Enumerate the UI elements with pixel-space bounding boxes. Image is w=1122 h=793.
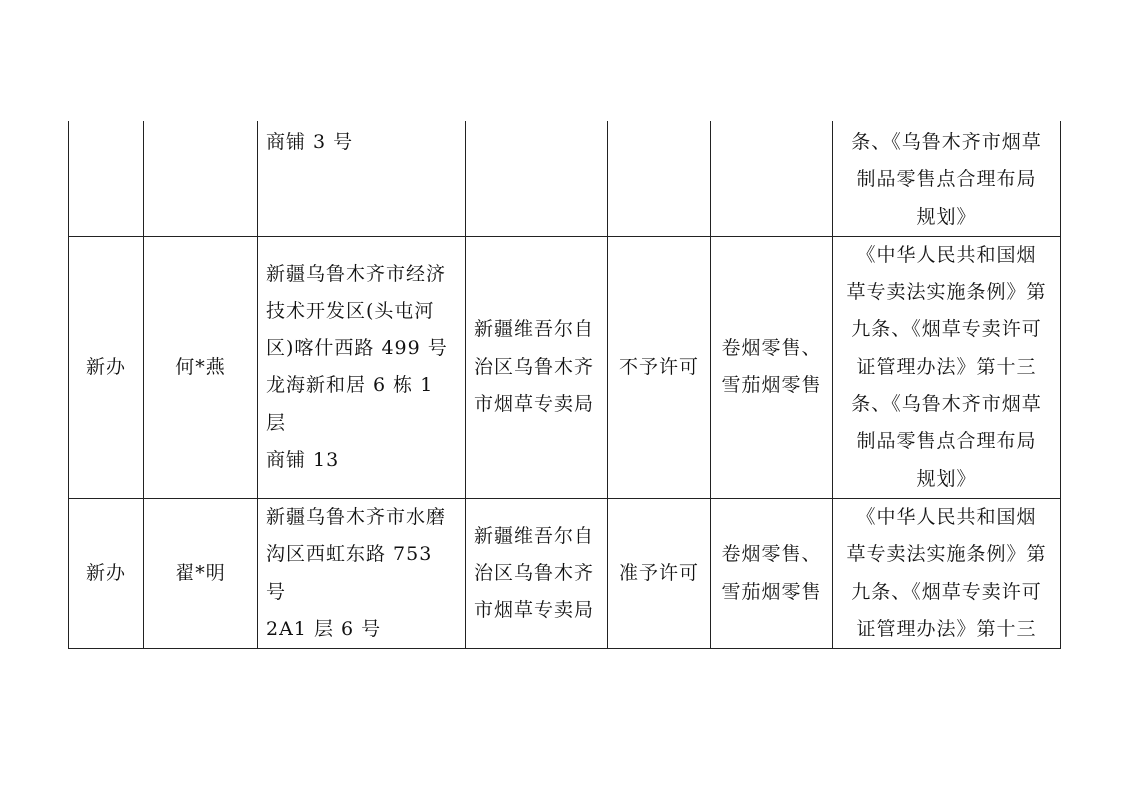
name-cell: 何*燕	[144, 236, 258, 498]
table-row	[69, 236, 1061, 498]
scope-cell: 卷烟零售、 雪茄烟零售	[711, 498, 833, 648]
basis-cell: 条、《乌鲁木齐市烟草 制品零售点合理布局 规划》	[833, 121, 1061, 236]
authority-cell: 新疆维吾尔自 治区乌鲁木齐 市烟草专卖局	[466, 236, 608, 498]
name-cell	[144, 121, 258, 236]
scope-cell	[711, 121, 833, 236]
basis-cell: 《中华人民共和国烟 草专卖法实施条例》第 九条、《烟草专卖许可 证管理办法》第十三	[833, 498, 1061, 648]
table-row	[69, 498, 1061, 648]
decision-cell: 不予许可	[608, 236, 711, 498]
table-row	[69, 121, 1061, 236]
license-table	[68, 121, 1061, 649]
decision-cell: 准予许可	[608, 498, 711, 648]
name-cell: 翟*明	[144, 498, 258, 648]
address-cell: 新疆乌鲁木齐市经济 技术开发区(头屯河 区)喀什西路 499 号 龙海新和居 6 栋 1 层 商铺 13	[258, 236, 466, 498]
type-cell: 新办	[69, 498, 144, 648]
authority-cell	[466, 121, 608, 236]
decision-cell	[608, 121, 711, 236]
address-cell: 商铺 3 号	[258, 121, 466, 236]
type-cell: 新办	[69, 236, 144, 498]
basis-cell: 《中华人民共和国烟 草专卖法实施条例》第 九条、《烟草专卖许可 证管理办法》第十三 条、《乌鲁木齐市烟草 制品零售点合理布局 规划》	[833, 236, 1061, 498]
authority-cell: 新疆维吾尔自 治区乌鲁木齐 市烟草专卖局	[466, 498, 608, 648]
type-cell	[69, 121, 144, 236]
scope-cell: 卷烟零售、 雪茄烟零售	[711, 236, 833, 498]
address-cell: 新疆乌鲁木齐市水磨 沟区西虹东路 753 号 2A1 层 6 号	[258, 498, 466, 648]
